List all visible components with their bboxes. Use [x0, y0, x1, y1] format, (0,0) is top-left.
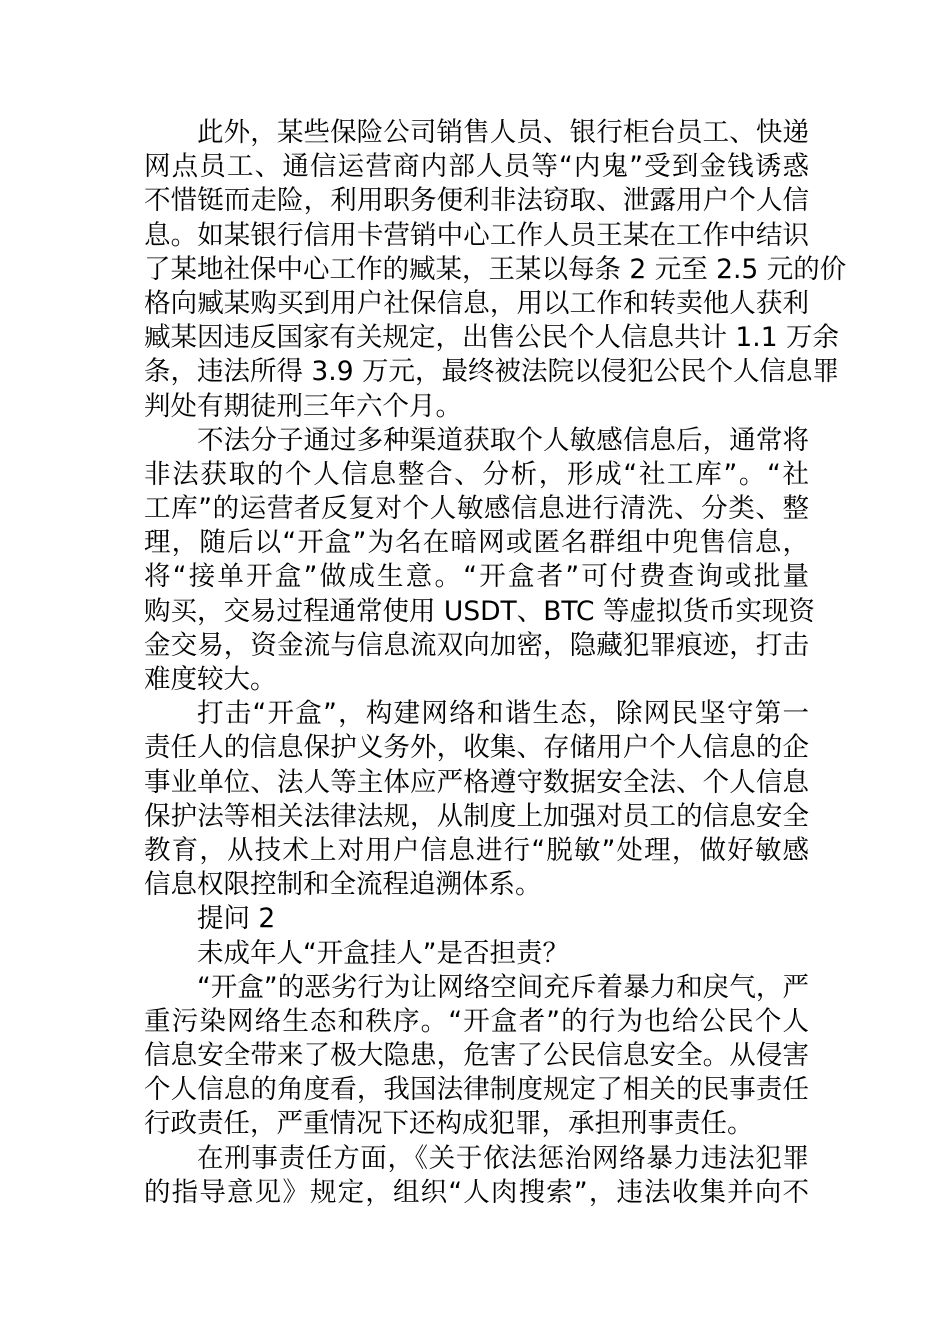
text-line: 非法获取的个人信息整合、分析，形成“社工库”。“社 — [144, 458, 809, 490]
text-line: 在刑事责任方面，《关于依法惩治网络暴力违法犯罪 — [197, 1142, 809, 1174]
text-line: 息。如某银行信用卡营销中心工作人员王某在工作中结识 — [144, 219, 809, 251]
text-line: 难度较大。 — [144, 664, 277, 695]
text-line: 将“接单开盒”做成生意。“开盒者”可付费查询或批量 — [144, 561, 809, 593]
text-line: 的指导意见》规定，组织“人肉搜索”，违法收集并向不 — [144, 1176, 809, 1208]
document-body — [144, 116, 847, 1210]
text-line: 工库”的运营者反复对个人敏感信息进行清洗、分类、整 — [144, 493, 809, 525]
text-line: 信息权限控制和全流程追溯体系。 — [144, 869, 542, 901]
text-line: 教育，从技术上对用户信息进行“脱敏”处理，做好敏感 — [144, 834, 809, 866]
text-line: 未成年人“开盒挂人”是否担责？ — [197, 937, 569, 969]
text-line: 网点员工、通信运营商内部人员等“内鬼”受到金钱诱惑 — [144, 151, 809, 183]
text-line: 打击“开盒”，构建网络和谐生态，除网民坚守第一 — [197, 698, 809, 730]
text-line: 保护法等相关法律法规，从制度上加强对员工的信息安全 — [144, 800, 809, 832]
text-line: 提问 2 — [197, 903, 276, 935]
text-line: 此外，某些保险公司销售人员、银行柜台员工、快递 — [197, 117, 809, 148]
text-line: 臧某因违反国家有关规定，出售公民个人信息共计 1.1 万余 — [144, 322, 839, 354]
text-line: 格向臧某购买到用户社保信息，用以工作和转卖他人获利 — [144, 287, 809, 319]
text-line: 条，违法所得 3.9 万元，最终被法院以侵犯公民个人信息罪 — [144, 356, 839, 388]
text-line: 理，随后以“开盒”为名在暗网或匿名群组中兜售信息， — [144, 527, 809, 559]
text-line: 信息安全带来了极大隐患，危害了公民信息安全。从侵害 — [144, 1040, 809, 1072]
text-line: 判处有期徒刑三年六个月。 — [144, 390, 462, 422]
text-line: 金交易，资金流与信息流双向加密，隐藏犯罪痕迹，打击 — [144, 629, 809, 661]
text-line: 购买，交易过程通常使用 USDT、BTC 等虚拟货币实现资 — [144, 595, 815, 627]
text-line: 了某地社保中心工作的臧某，王某以每条 2 元至 2.5 元的价 — [144, 253, 847, 285]
text-line: 行政责任，严重情况下还构成犯罪，承担刑事责任。 — [144, 1108, 754, 1140]
text-line: 事业单位、法人等主体应严格遵守数据安全法、个人信息 — [144, 766, 809, 798]
text-line: 不惜铤而走险，利用职务便利非法窃取、泄露用户个人信 — [144, 185, 809, 217]
text-line: “开盒”的恶劣行为让网络空间充斥着暴力和戾气，严 — [197, 971, 809, 1003]
text-line: 个人信息的角度看，我国法律制度规定了相关的民事责任 — [144, 1074, 809, 1106]
text-line: 不法分子通过多种渠道获取个人敏感信息后，通常将 — [197, 424, 809, 456]
text-line: 责任人的信息保护义务外，收集、存储用户个人信息的企 — [144, 732, 809, 764]
text-line: 重污染网络生态和秩序。“开盒者”的行为也给公民个人 — [144, 1005, 809, 1037]
